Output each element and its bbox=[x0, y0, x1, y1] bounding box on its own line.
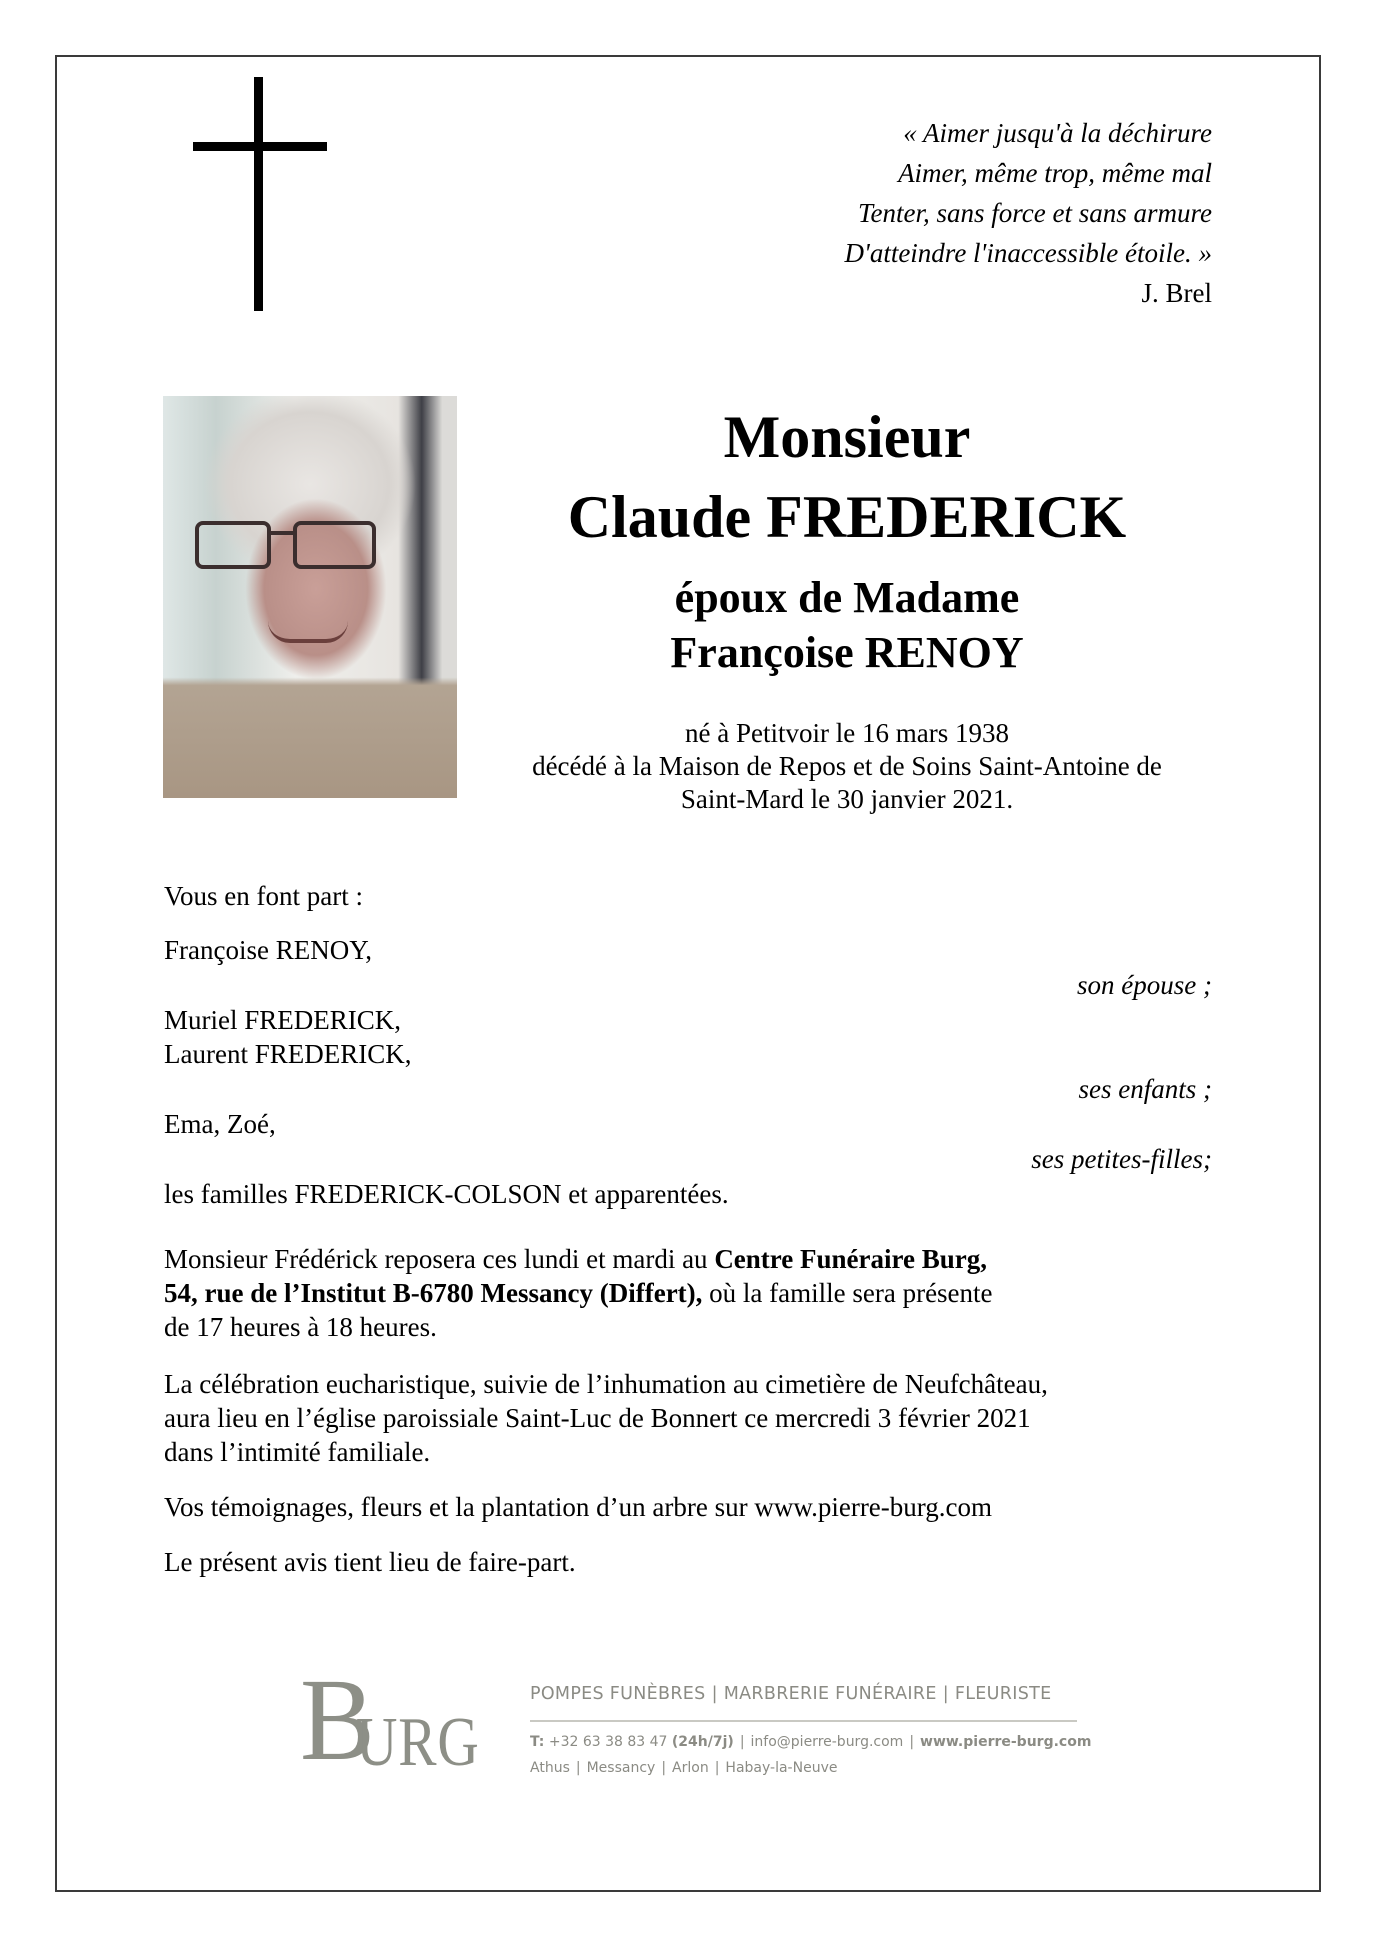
relation-label: ses enfants ; bbox=[1078, 1074, 1212, 1104]
death-info-line-2: Saint-Mard le 30 janvier 2021. bbox=[680, 784, 1014, 814]
family-member: Françoise RENOY, bbox=[164, 935, 372, 965]
spouse-line-1: époux de Madame bbox=[674, 573, 1020, 622]
cross-horizontal-bar bbox=[193, 142, 327, 151]
separator: | bbox=[942, 1684, 949, 1704]
family-member: Laurent FREDERICK, bbox=[164, 1039, 412, 1069]
latin-cross-icon bbox=[193, 77, 327, 311]
town: Arlon bbox=[672, 1760, 709, 1776]
photo-smile bbox=[268, 621, 348, 643]
service-item: FLEURISTE bbox=[954, 1684, 1052, 1704]
town: Athus bbox=[530, 1760, 570, 1776]
epigraph-quote bbox=[845, 113, 1212, 313]
website-link[interactable]: www.pierre-burg.com bbox=[920, 1734, 1092, 1750]
visitation-text: où la famille sera présente bbox=[702, 1278, 993, 1308]
separator: | bbox=[711, 1684, 718, 1704]
cross-vertical-bar bbox=[254, 77, 263, 311]
relation-label: son épouse ; bbox=[1077, 970, 1212, 1000]
family-member: Muriel FREDERICK, bbox=[164, 1005, 402, 1035]
ceremony-line-2: aura lieu en l’église paroissiale Saint-Luc de Bonnert ce mercredi 3 février 2021 bbox=[164, 1403, 1031, 1433]
tributes-text: Vos témoignages, fleurs et la plantation d’un arbre sur www.pierre-burg.com bbox=[164, 1492, 993, 1522]
portrait-photo bbox=[163, 396, 457, 798]
quote-author: J. Brel bbox=[1141, 278, 1212, 308]
separator: | bbox=[714, 1760, 720, 1776]
birth-death-info bbox=[482, 717, 1212, 816]
contact-line bbox=[530, 1732, 1092, 1752]
relation-label: ses petites-filles; bbox=[1031, 1144, 1212, 1174]
town: Habay-la-Neuve bbox=[725, 1760, 838, 1776]
visitation-line-3: de 17 heures à 18 heures. bbox=[164, 1312, 437, 1342]
footer-divider bbox=[530, 1720, 1077, 1722]
company-footer bbox=[530, 1682, 1092, 1778]
deceased-name: Claude FREDERICK bbox=[567, 484, 1127, 550]
phone-hours: (24h/7j) bbox=[671, 1734, 734, 1750]
photo-glasses-bridge bbox=[267, 531, 293, 535]
spouse-line-2: Françoise RENOY bbox=[670, 628, 1024, 677]
separator: | bbox=[739, 1734, 745, 1750]
birth-info: né à Petitvoir le 16 mars 1938 bbox=[685, 718, 1009, 748]
quote-line: Aimer, même trop, même mal bbox=[898, 158, 1212, 188]
family-member: Ema, Zoé, bbox=[164, 1109, 276, 1139]
email-link[interactable]: info@pierre-burg.com bbox=[750, 1734, 904, 1750]
visitation-line-1 bbox=[164, 1242, 1224, 1276]
ceremony-line-1: La célébration eucharistique, suivie de l’inhumation au cimetière de Neufchâteau, bbox=[164, 1369, 1048, 1399]
logo-initial: B bbox=[299, 1654, 375, 1785]
separator: | bbox=[909, 1734, 915, 1750]
burg-logo bbox=[298, 1654, 488, 1785]
services-line bbox=[530, 1682, 1075, 1706]
funeral-center-name: Centre Funéraire Burg, bbox=[714, 1244, 988, 1274]
separator: | bbox=[575, 1760, 581, 1776]
death-info-line-1: décédé à la Maison de Repos et de Soins Saint-Antoine de bbox=[532, 751, 1162, 781]
town: Messancy bbox=[586, 1760, 656, 1776]
quote-line: « Aimer jusqu'à la déchirure bbox=[903, 118, 1212, 148]
service-item: POMPES FUNÈBRES bbox=[530, 1684, 706, 1704]
phone-number[interactable]: +32 63 38 83 47 bbox=[548, 1734, 668, 1750]
announcement-intro: Vous en font part : bbox=[164, 881, 363, 911]
service-item: MARBRERIE FUNÉRAIRE bbox=[723, 1684, 937, 1704]
ceremony-line-3: dans l’intimité familiale. bbox=[164, 1437, 431, 1467]
separator: | bbox=[661, 1760, 667, 1776]
ceremony-paragraph bbox=[164, 1367, 1224, 1469]
photo-glasses-right bbox=[293, 521, 376, 569]
phone-label: T: bbox=[530, 1734, 545, 1750]
deceased-title: Monsieur bbox=[723, 404, 971, 470]
logo-text: URG bbox=[356, 1704, 480, 1781]
towns-line bbox=[530, 1758, 1075, 1778]
visitation-paragraph bbox=[164, 1242, 1224, 1344]
quote-line: Tenter, sans force et sans armure bbox=[857, 198, 1212, 228]
extended-family: les familles FREDERICK-COLSON et apparentées. bbox=[164, 1179, 729, 1209]
visitation-text: Monsieur Frédérick reposera ces lundi et mardi au bbox=[164, 1244, 715, 1274]
quote-line: D'atteindre l'inaccessible étoile. » bbox=[844, 238, 1212, 268]
visitation-line-2 bbox=[164, 1276, 1224, 1310]
funeral-center-address: 54, rue de l’Institut B-6780 Messancy (Differt), bbox=[164, 1278, 703, 1308]
photo-glasses-left bbox=[195, 521, 271, 569]
notice-text: Le présent avis tient lieu de faire-part. bbox=[164, 1547, 576, 1577]
